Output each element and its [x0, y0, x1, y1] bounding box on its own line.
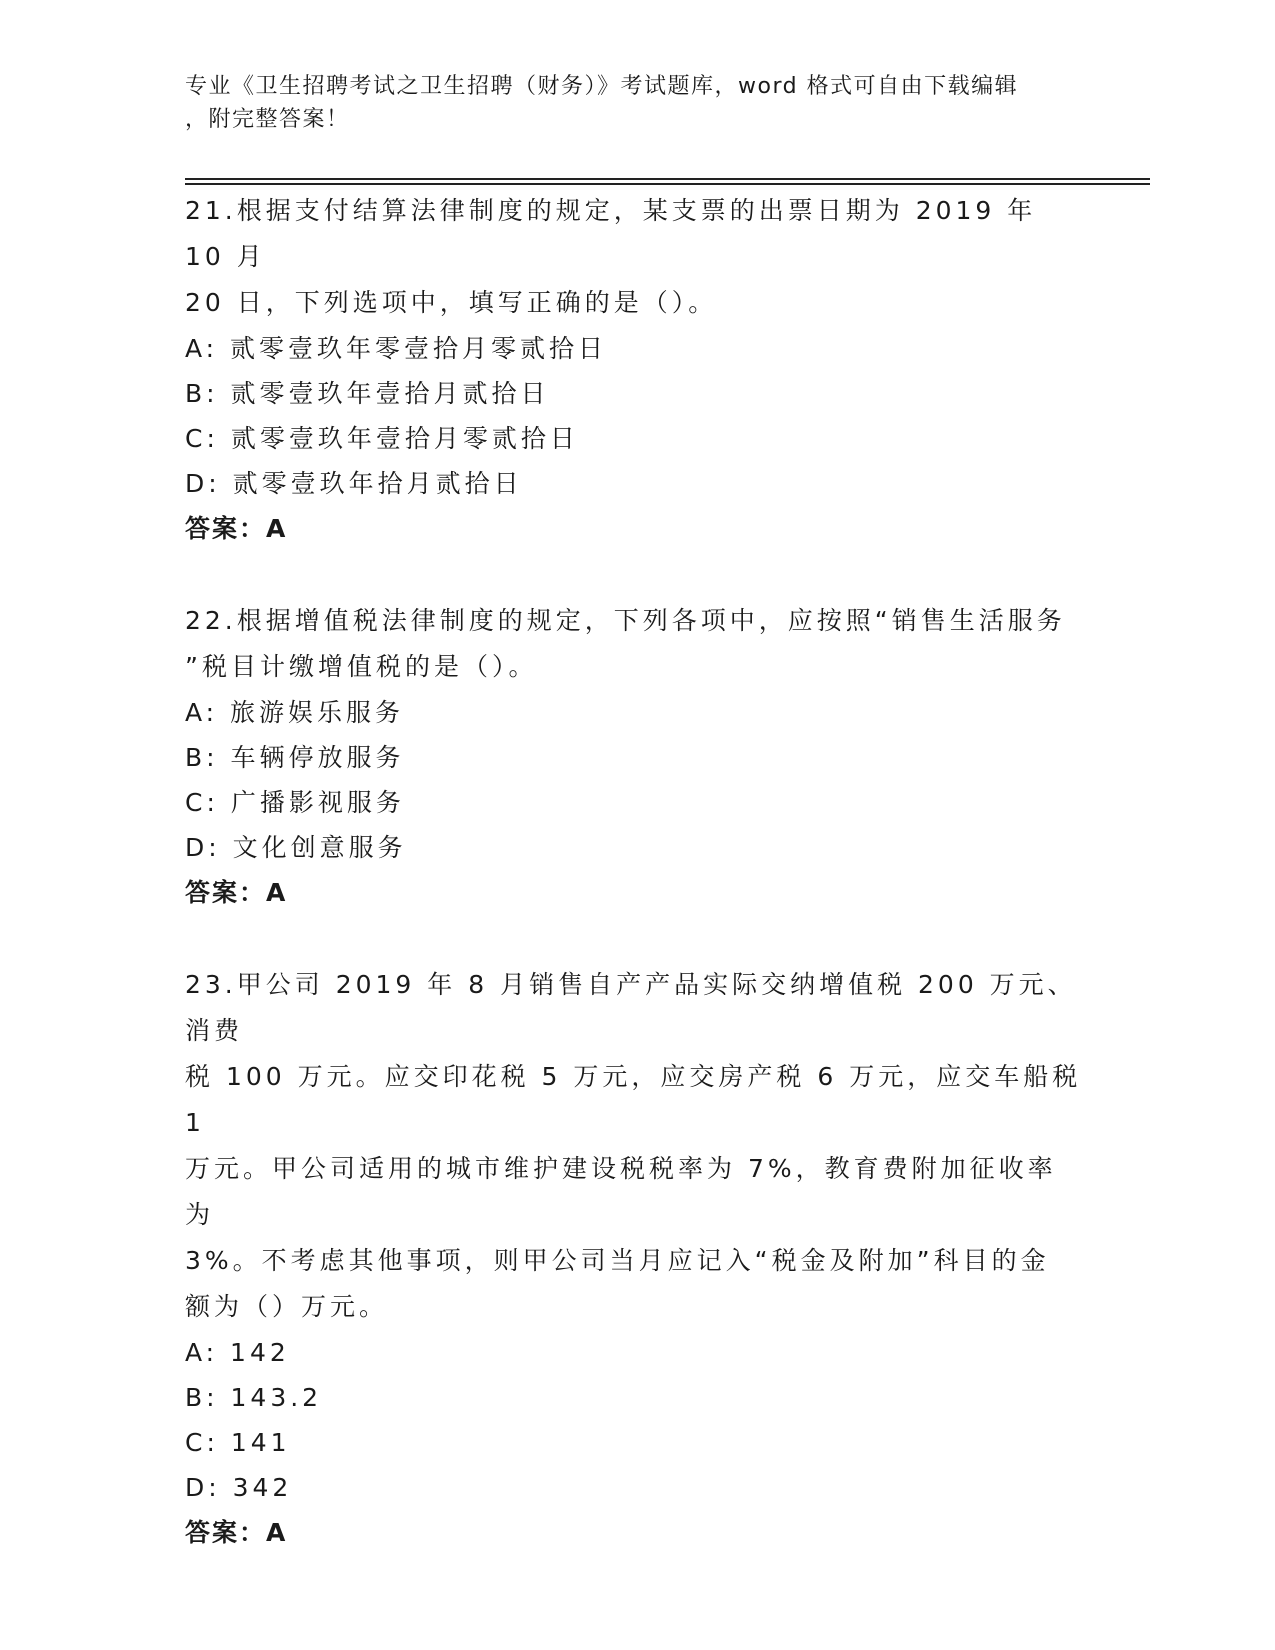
document-header [185, 70, 1085, 136]
question-list [185, 188, 1085, 1555]
question-text-line: 额为（）万元。 [185, 1292, 389, 1321]
question-text-line: 23.甲公司 2019 年 8 月销售自产产品实际交纳增值税 200 万元、消费 [185, 970, 1077, 1045]
answer-label: 答案： [185, 514, 267, 543]
question-text-line: 3%。不考虑其他事项，则甲公司当月应记入“税金及附加”科目的金 [185, 1246, 1050, 1275]
option-a: A: 旅游娱乐服务 [185, 698, 405, 727]
question-spacer [185, 551, 1085, 598]
question-text-line: 万元。甲公司适用的城市维护建设税税率为 7%，教育费附加征收率为 [185, 1154, 1057, 1229]
answer-label: 答案： [185, 1518, 267, 1547]
option-c: C: 广播影视服务 [185, 788, 405, 817]
answer-label: 答案： [185, 878, 267, 907]
question-text-line: 22.根据增值税法律制度的规定，下列各项中，应按照“销售生活服务 [185, 606, 1066, 635]
option-c: C: 贰零壹玖年壹拾月零贰拾日 [185, 424, 579, 453]
option-a: A: 142 [185, 1338, 290, 1367]
question-22 [185, 598, 1085, 915]
option-b: B: 贰零壹玖年壹拾月贰拾日 [185, 379, 550, 408]
option-d: D: 342 [185, 1473, 293, 1502]
answer-line [185, 506, 1085, 551]
answer-line [185, 870, 1085, 915]
header-line-2: ，附完整答案！ [185, 107, 350, 132]
header-divider-bottom [185, 183, 1150, 185]
answer-value: A [266, 878, 288, 907]
header-line-1: 专业《卫生招聘考试之卫生招聘（财务）》考试题库，word 格式可自由下载编辑 [185, 74, 1019, 99]
option-b: B: 车辆停放服务 [185, 743, 405, 772]
answer-value: A [266, 514, 288, 543]
question-text-line: 21.根据支付结算法律制度的规定，某支票的出票日期为 2019 年 10 月 [185, 196, 1037, 271]
question-text-line: ”税目计缴增值税的是（）。 [185, 652, 538, 681]
question-21 [185, 188, 1085, 551]
answer-value: A [266, 1518, 288, 1547]
answer-line [185, 1510, 1085, 1555]
question-text-line: 20 日，下列选项中，填写正确的是（）。 [185, 288, 718, 317]
question-spacer [185, 915, 1085, 962]
header-divider-top [185, 178, 1150, 180]
question-23 [185, 962, 1085, 1555]
option-c: C: 141 [185, 1428, 291, 1457]
option-d: D: 贰零壹玖年拾月贰拾日 [185, 469, 523, 498]
option-d: D: 文化创意服务 [185, 833, 407, 862]
option-b: B: 143.2 [185, 1383, 323, 1412]
option-a: A: 贰零壹玖年零壹拾月零贰拾日 [185, 334, 608, 363]
question-text-line: 税 100 万元。应交印花税 5 万元，应交房产税 6 万元，应交车船税 1 [185, 1062, 1082, 1137]
